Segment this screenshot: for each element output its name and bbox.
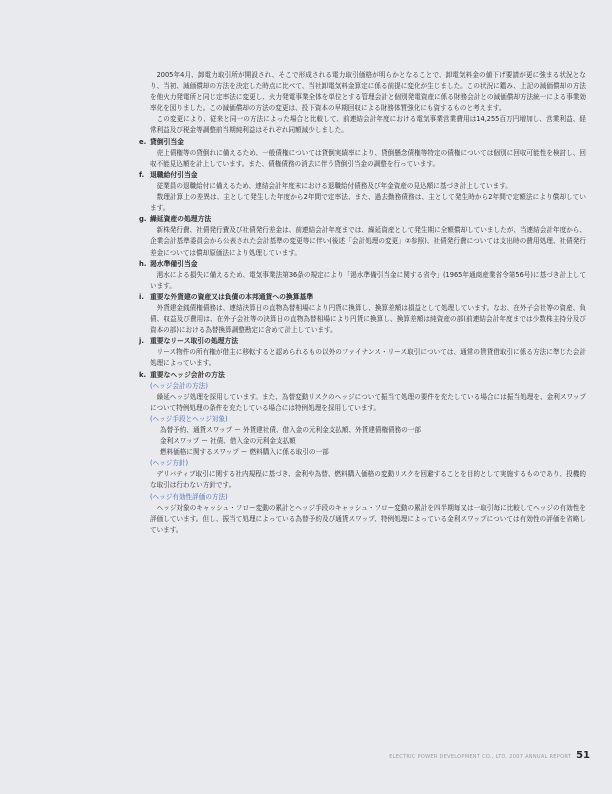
subheading: (ヘッジ有効性評価の方法) xyxy=(150,492,228,501)
note-section xyxy=(139,336,586,369)
body-paragraph: リース物件の所有権が借主に移転すると認められるもの以外のファイナンス・リース取引については、通常の賃貸借取引に係る方法に準じた会計処理によっています。 xyxy=(150,348,586,368)
hedge-item: 金利スワップ ー 社債、借入金の元利金支払額 xyxy=(160,437,296,446)
section-title: 重要なヘッジ会計の方法 xyxy=(150,370,225,379)
body-paragraph: 繰延ヘッジ処理を採用しています。また、為替変動リスクのヘッジについて振当て処理の要件を充たしている場合には振当処理を、金利スワップについて特例処理の条件を充たしている場合には特例処理を採用しています。 xyxy=(150,392,586,412)
section-heading xyxy=(139,292,586,303)
hedge-item: 為替予約、通貨スワップ ー 外貨建社債、借入金の元利金支払額、外貨建債権債務の一部 xyxy=(160,426,422,434)
body-paragraph: 売上債権等の貸倒れに備えるため、一般債権については貸倒実績率により、貸倒懸念債権等特定の債権については個別に回収可能性を検討し、回収不能見込額を計上しています。また、債権債務の消去に伴う貸倒引当金の調整を行っています。 xyxy=(150,148,586,168)
body-paragraph: 新株発行費、社債発行費及び社債発行差金は、前連結会計年度までは、繰延資産として発生期に全額償却していましたが、当連結会計年度から、企業会計基準委員会から公表された会計基準の変更等に伴い(後述「会計処理の変更」②参照)、社債発行費については支出時の費用処理、社債発行差金については償却原価法により処理しています。 xyxy=(150,226,586,257)
section-heading xyxy=(139,214,586,225)
section-heading xyxy=(139,170,586,181)
body-paragraph: デリバティブ取引に関する社内規程に基づき、金利や為替、燃料購入価格の変動リスクを回避することを目的として実施するものであり、投機的な取引は行わない方針です。 xyxy=(150,470,586,490)
hedge-item: 燃料価格に関するスワップ ー 燃料購入に係る取引の一部 xyxy=(160,448,329,457)
section-title: 退職給付引当金 xyxy=(150,170,198,179)
note-section xyxy=(139,259,586,292)
body-paragraph: ヘッジ対象のキャッシュ・フロー変動の累計とヘッジ手段のキャッシュ・フロー変動の累計を四半期毎又は一取引毎に比較してヘッジの有効性を評価しています。但し、振当て処理によっている為替予約及び通貨スワップ、特例処理によっている金利スワップについては有効性の評価を省略しています。 xyxy=(150,503,586,534)
note-section xyxy=(139,170,586,214)
note-section xyxy=(139,137,586,170)
section-title: 繰延資産の処理方法 xyxy=(150,215,212,224)
body-paragraph: 数理計算上の差異は、主として発生した年度から2年間で定率法、また、過去勤務債務は、主として発生時から2年間で定額法により償却しています。 xyxy=(150,193,586,213)
section-label: k. xyxy=(139,370,147,379)
note-section xyxy=(139,214,586,258)
section-label: g. xyxy=(139,215,147,224)
page-footer xyxy=(389,750,590,761)
footer-report-title: ELECTRIC POWER DEVELOPMENT CO., LTD. 2007 ANNUAL REPORT xyxy=(389,754,572,760)
section-title: 貸倒引当金 xyxy=(150,137,184,146)
intro-paragraph: この変更により、従来と同一の方法によった場合と比較して、前連結会計年度における電気事業営業費用は14,255百万円増加し、営業利益、経常利益及び税金等調整前当期純利益はそれぞれ同額減少しました。 xyxy=(150,115,586,135)
body-paragraph: 外貨建金銭債権債務は、連結決算日の直物為替相場により円貨に換算し、換算差額は損益として処理しています。なお、在外子会社等の資産、負債、収益及び費用は、在外子会社等の決算日の直物為替相場により円貨に換算し、換算差額は純資産の部(前連結会計年度までは少数株主持分及び資本の部)における為替換算調整勘定に含めて計上しています。 xyxy=(150,303,586,335)
notes-body xyxy=(139,70,586,536)
sections-container xyxy=(139,137,586,536)
intro-paragraph: 2005年4月、卸電力取引所が開設され、そこで形成される電力取引価格が明らかとなることで、卸電気料金の値下げ要請が更に強まる状況となり、当初、減価償却の方法を決定した時点に比べて、当社卸電気料金算定に係る前提に変化が生じました。この状況に鑑み、上記の減価償却の方法を他火力発電所と同じ定率法に変更し、火力発電事業全体を単位とする管理会計と個別発電資産に係る財務会計との減価償却方法統一による事業効率化を図りました。この減価償却の方法の変更は、投下資本の早期回収による財務体質強化にも資するものと考えます。 xyxy=(150,71,586,113)
page-number: 51 xyxy=(576,750,590,761)
subheading: (ヘッジ手段とヘッジ対象) xyxy=(150,414,228,423)
section-title: 渇水準備引当金 xyxy=(150,259,198,268)
note-section xyxy=(139,292,586,336)
section-label: f. xyxy=(139,170,145,179)
section-title: 重要な外貨建の資産又は負債の本邦通貨への換算基準 xyxy=(150,292,314,301)
section-heading xyxy=(139,137,586,148)
subheading: (ヘッジ会計の方法) xyxy=(150,381,208,390)
note-section xyxy=(139,370,586,536)
section-label: j. xyxy=(139,337,144,346)
section-title: 重要なリース取引の処理方法 xyxy=(150,337,239,346)
section-heading xyxy=(139,336,586,347)
section-label: e. xyxy=(139,137,147,146)
body-paragraph: 渇水による損失に備えるため、電気事業法第36条の規定により「渇水準備引当金に関する省令」(1965年通商産業省令第56号)に基づき計上しています。 xyxy=(150,270,586,290)
section-heading xyxy=(139,259,586,270)
subheading: (ヘッジ方針) xyxy=(150,459,189,468)
section-label: i. xyxy=(139,292,144,301)
section-label: h. xyxy=(139,259,147,268)
section-heading xyxy=(139,370,586,381)
body-paragraph: 従業員の退職給付に備えるため、連結会計年度末における退職給付債務及び年金資産の見込額に基づき計上しています。 xyxy=(156,181,512,190)
